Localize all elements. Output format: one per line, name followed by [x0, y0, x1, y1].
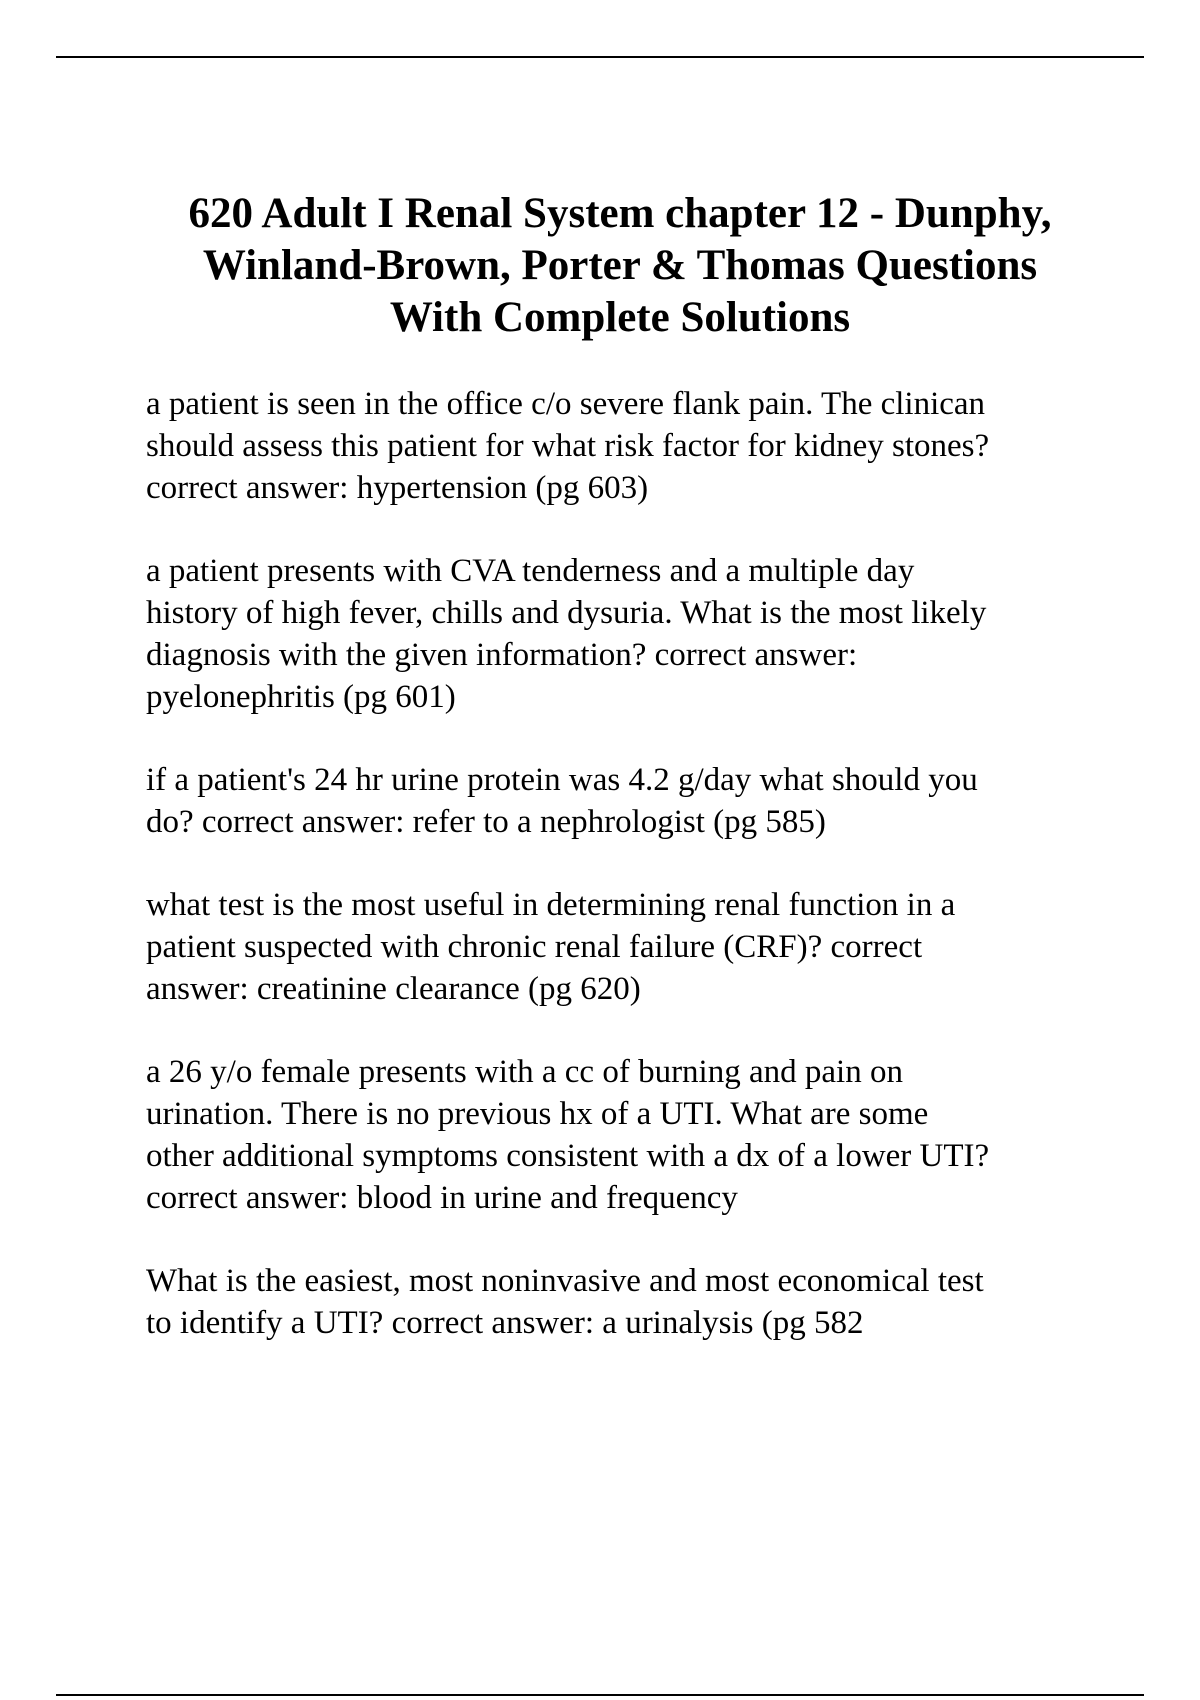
qa-line: a patient presents with CVA tenderness and a multiple day — [146, 553, 915, 589]
qa-line: answer: creatinine clearance (pg 620) — [146, 971, 641, 1007]
top-divider — [56, 56, 1144, 58]
qa-line: other additional symptoms consistent with a dx of a lower UTI? — [146, 1138, 990, 1174]
qa-line: if a patient's 24 hr urine protein was 4.2 g/day what should you — [146, 762, 978, 798]
qa-line: pyelonephritis (pg 601) — [146, 679, 456, 715]
qa-item — [146, 1051, 1106, 1219]
qa-item — [146, 759, 1106, 843]
qa-item — [146, 884, 1106, 1010]
qa-line: diagnosis with the given information? correct answer: — [146, 637, 858, 673]
qa-line: urination. There is no previous hx of a UTI. What are some — [146, 1096, 929, 1132]
qa-line: What is the easiest, most noninvasive and most economical test — [146, 1263, 984, 1299]
qa-item — [146, 550, 1106, 718]
qa-line: correct answer: blood in urine and frequency — [146, 1180, 738, 1216]
title-line: 620 Adult I Renal System chapter 12 - Dunphy, — [188, 190, 1052, 237]
bottom-divider — [56, 1694, 1144, 1696]
qa-line: history of high fever, chills and dysuria. What is the most likely — [146, 595, 987, 631]
qa-item — [146, 383, 1106, 509]
qa-line: patient suspected with chronic renal failure (CRF)? correct — [146, 929, 923, 965]
document-title — [130, 188, 1110, 344]
question-answer-list — [146, 383, 1106, 1385]
qa-item — [146, 1260, 1106, 1344]
qa-line: what test is the most useful in determining renal function in a — [146, 887, 956, 923]
qa-line: to identify a UTI? correct answer: a urinalysis (pg 582 — [146, 1305, 864, 1341]
qa-line: a 26 y/o female presents with a cc of burning and pain on — [146, 1054, 903, 1090]
qa-line: do? correct answer: refer to a nephrologist (pg 585) — [146, 804, 826, 840]
title-line: With Complete Solutions — [389, 294, 851, 341]
qa-line: correct answer: hypertension (pg 603) — [146, 470, 649, 506]
qa-line: should assess this patient for what risk factor for kidney stones? — [146, 428, 990, 464]
qa-line: a patient is seen in the office c/o severe flank pain. The clinican — [146, 386, 986, 422]
title-line: Winland-Brown, Porter & Thomas Questions — [202, 242, 1038, 289]
